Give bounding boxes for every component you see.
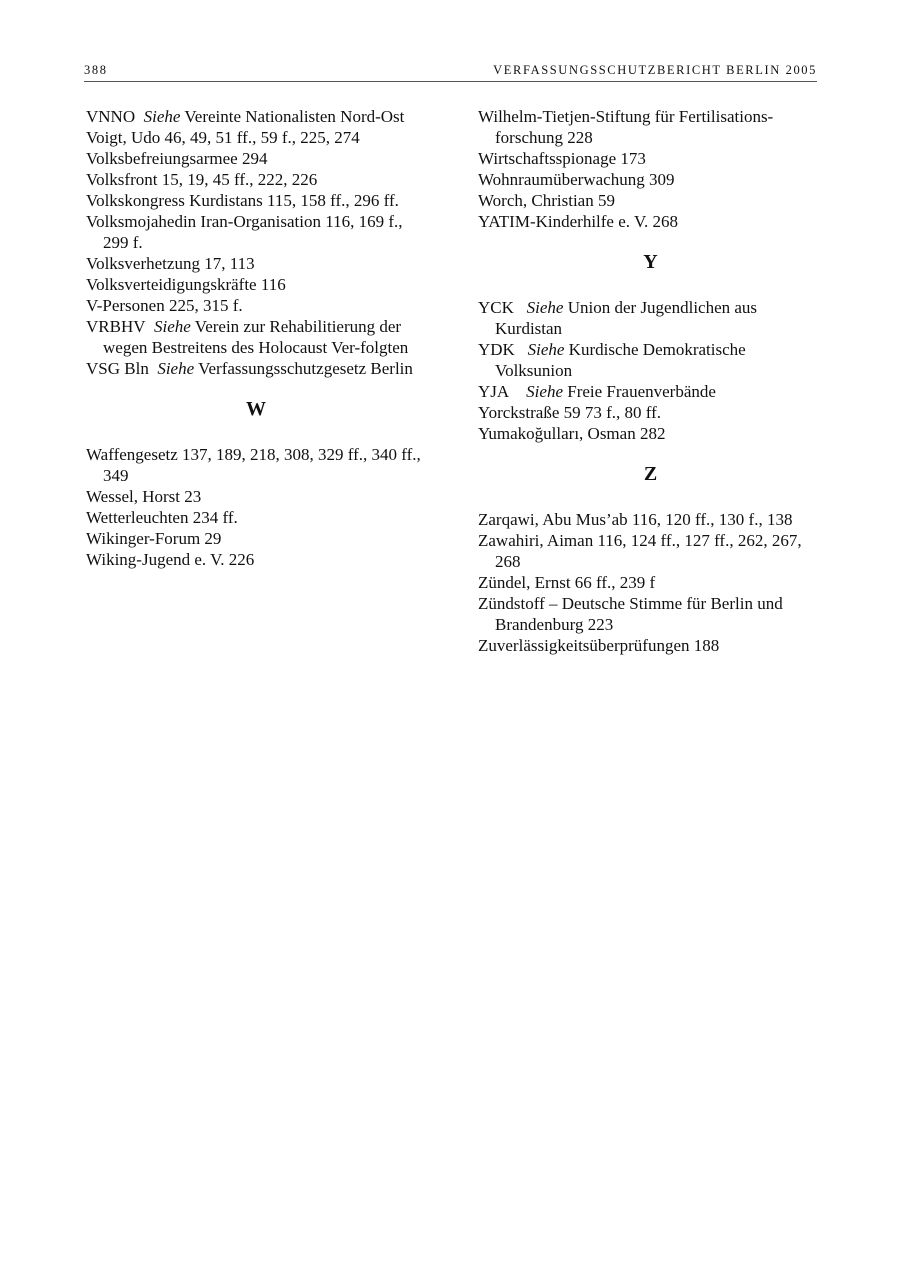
index-group-w — [86, 444, 426, 570]
page-number: 388 — [84, 63, 108, 77]
index-entry: VNNO Siehe Vereinte Nationalisten Nord-Ost — [86, 107, 405, 126]
index-entry: Zündstoff – Deutsche Stimme für Berlin und Brandenburg 223 — [478, 594, 783, 634]
index-group-z — [478, 509, 823, 656]
index-entry: Volksbefreiungsarmee 294 — [86, 149, 268, 168]
index-entry: Zuverlässigkeitsüberprüfungen 188 — [478, 636, 720, 655]
index-entry: Volksverteidigungskräfte 116 — [86, 275, 286, 294]
index-entry: YCK Siehe Union der Jugendlichen aus Kurdistan — [478, 298, 758, 338]
index-entry: Zarqawi, Abu Mus’ab 116, 120 ff., 130 f., 138 — [478, 510, 793, 529]
index-entry: Voigt, Udo 46, 49, 51 ff., 59 f., 225, 274 — [86, 128, 360, 147]
index-entry: Volksfront 15, 19, 45 ff., 222, 226 — [86, 170, 318, 189]
index-entry: YJA Siehe Freie Frauenverbände — [478, 382, 716, 401]
index-entry: Volksverhetzung 17, 113 — [86, 254, 255, 273]
index-entry: Volksmojahedin Iran-Organisation 116, 169 f., 299 f. — [86, 212, 403, 252]
index-entry: Wikinger-Forum 29 — [86, 529, 222, 548]
index-entry: Yumakoğulları, Osman 282 — [478, 424, 666, 443]
index-entry: YDK Siehe Kurdische Demokratische Volksunion — [478, 340, 746, 380]
index-entry: Yorckstraße 59 73 f., 80 ff. — [478, 403, 662, 422]
index-entry: Wessel, Horst 23 — [86, 487, 202, 506]
index-entry: Zündel, Ernst 66 ff., 239 f — [478, 573, 656, 592]
section-letter-w: W — [246, 398, 266, 420]
running-title: VERFASSUNGSSCHUTZBERICHT BERLIN 2005 — [493, 63, 817, 77]
running-header — [84, 61, 817, 82]
index-entry: Wiking-Jugend e. V. 226 — [86, 550, 255, 569]
index-group-w-cont — [478, 106, 823, 232]
index-entry: Volkskongress Kurdistans 115, 158 ff., 296 ff. — [86, 191, 399, 210]
index-entry: V-Personen 225, 315 f. — [86, 296, 243, 315]
index-entry: Worch, Christian 59 — [478, 191, 615, 210]
index-entry: Waffengesetz 137, 189, 218, 308, 329 ff., 340 ff., 349 — [86, 445, 421, 485]
index-group-y — [478, 297, 823, 444]
index-entry: Zawahiri, Aiman 116, 124 ff., 127 ff., 262, 267, 268 — [478, 531, 802, 571]
index-entry: Wirtschaftsspionage 173 — [478, 149, 646, 168]
index-column-right — [478, 106, 823, 656]
index-entry: VSG Bln Siehe Verfassungsschutzgesetz Berlin — [86, 359, 413, 378]
section-letter-y: Y — [643, 251, 658, 273]
index-entry: VRBHV Siehe Verein zur Rehabilitierung der wegen Bestreitens des Holocaust Ver-folgten — [86, 317, 409, 357]
index-group-v — [86, 106, 426, 379]
index-entry: Wilhelm-Tietjen-Stiftung für Fertilisations-forschung 228 — [478, 107, 774, 147]
index-entry: Wohnraumüberwachung 309 — [478, 170, 675, 189]
index-entry: YATIM-Kinderhilfe e. V. 268 — [478, 212, 679, 231]
section-letter-z: Z — [643, 463, 658, 485]
index-column-left — [86, 106, 426, 570]
index-entry: Wetterleuchten 234 ff. — [86, 508, 238, 527]
